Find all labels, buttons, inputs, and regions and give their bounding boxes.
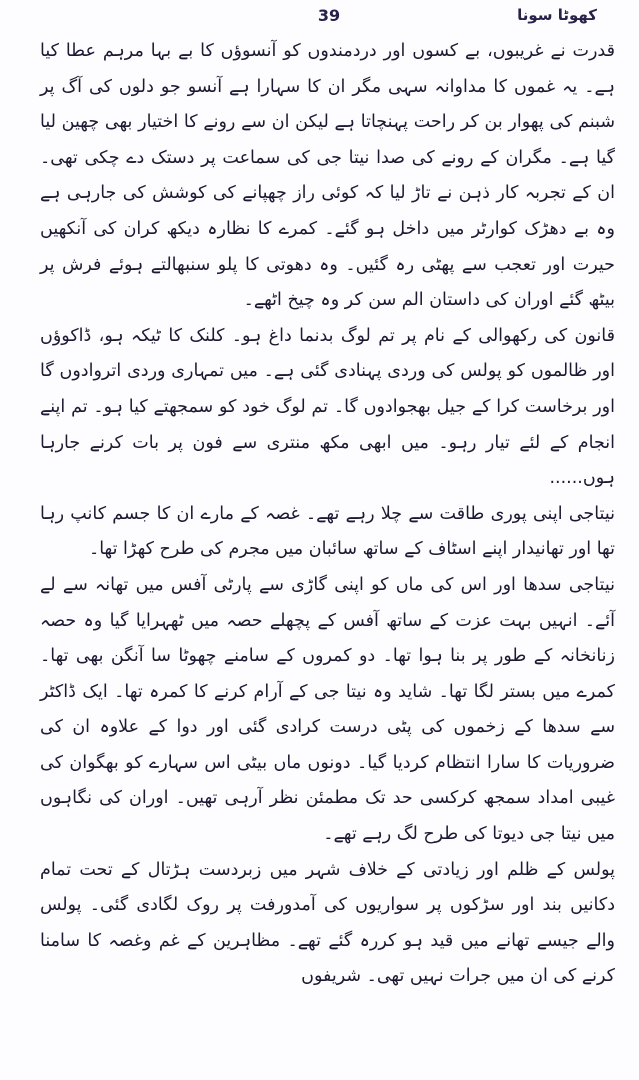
- running-title: کھوٹا سونا: [517, 6, 597, 24]
- paragraph: قدرت نے غریبوں، بے کسوں اور دردمندوں کو آنسوؤں کا بے بہا مرہم عطا کیا ہے۔ یہ غموں کا مداوانہ سہی مگر ان کا سہارا ہے آنسو جو دلوں کی آگ پر شبنم کی پھوار بن کر راحت پہنچاتا ہے لیکن ان سے رونے کا اختیار بھی چھین لیا گیا ہے۔ مگران کے رونے کی صدا نیتا جی کی سماعت پر دستک دے چکی تھی۔ ان کے تجربہ کار ذہن نے تاڑ لیا کہ کوئی راز چھپانے کی کوشش کی جارہی ہے وہ بے دھڑک کوارٹر میں داخل ہو گئے۔ کمرے کا نظارہ دیکھ کران کی آنکھیں حیرت اور تعجب سے پھٹی رہ گئیں۔ وہ دھوتی کا پلو سنبھالتے ہوئے فرش پر بیٹھ گئے اوران کی داستان الم سن کر وہ چیخ اٹھے۔: [40, 41, 615, 311]
- paragraph: نیتاجی سدھا اور اس کی ماں کو اپنی گاڑی سے پارٹی آفس میں تھانہ سے لے آئے۔ انہیں بہت عزت کے ساتھ آفس کے پچھلے حصہ میں ٹھہرایا گیا وہ حصہ زنانخانہ کے طور پر بنا ہوا تھا۔ دو کمروں کے سامنے چھوٹا سا آنگن بھی تھا۔ کمرے میں بستر لگا تھا۔ شاید وہ نیتا جی کے آرام کرنے کا کمرہ تھا۔ ایک ڈاکٹر سے سدھا کے زخموں کی پٹی درست کرادی گئی اور دوا کے علاوہ ان کی ضروریات کا سارا انتظام کردیا گیا۔ دونوں ماں بیٹی اس سہارے کو بھگوان کی غیبی امداد سمجھ کرکسی حد تک مطمئن نظر آرہی تھیں۔ اوران کی نگاہوں میں نیتا جی دیوتا کی طرح لگ رہے تھے۔: [40, 574, 615, 845]
- paragraph: پولس کے ظلم اور زیادتی کے خلاف شہر میں زبردست ہڑتال کے تحت تمام دکانیں بند اور سڑکوں پر سواریوں کی آمدورفت پر روک لگادی گئی۔ پولس والے جیسے تھانے میں قید ہو کررہ گئے تھے۔ مظاہرین کے غم وغصہ کا سامنا کرنے کی ان میں جرات نہیں تھی۔ شریفوں: [40, 859, 615, 987]
- page-number: 39: [317, 6, 341, 25]
- body-text: [40, 34, 615, 995]
- paragraph: نیتاجی اپنی پوری طاقت سے چلا رہے تھے۔ غصہ کے مارے ان کا جسم کانپ رہا تھا اور تھانیدار اپنے اسٹاف کے ساتھ سائبان میں مجرم کی طرح کھڑا تھا۔: [40, 503, 615, 560]
- page-header: [0, 0, 639, 34]
- paragraph: قانون کی رکھوالی کے نام پر تم لوگ بدنما داغ ہو۔ کلنک کا ٹیکہ ہو، ڈاکوؤں اور ظالموں کو پولس کی وردی پہنادی گئی ہے۔ میں تمہاری وردی اتروادوں گا اور برخاست کرا کے جیل بھجوادوں گا۔ تم لوگ خود کو سمجھتے کیا ہو۔ تم اپنے انجام کے لئے تیار رہو۔ میں ابھی مکھ منتری سے فون پر بات کرنے جارہا ہوں......: [40, 325, 615, 489]
